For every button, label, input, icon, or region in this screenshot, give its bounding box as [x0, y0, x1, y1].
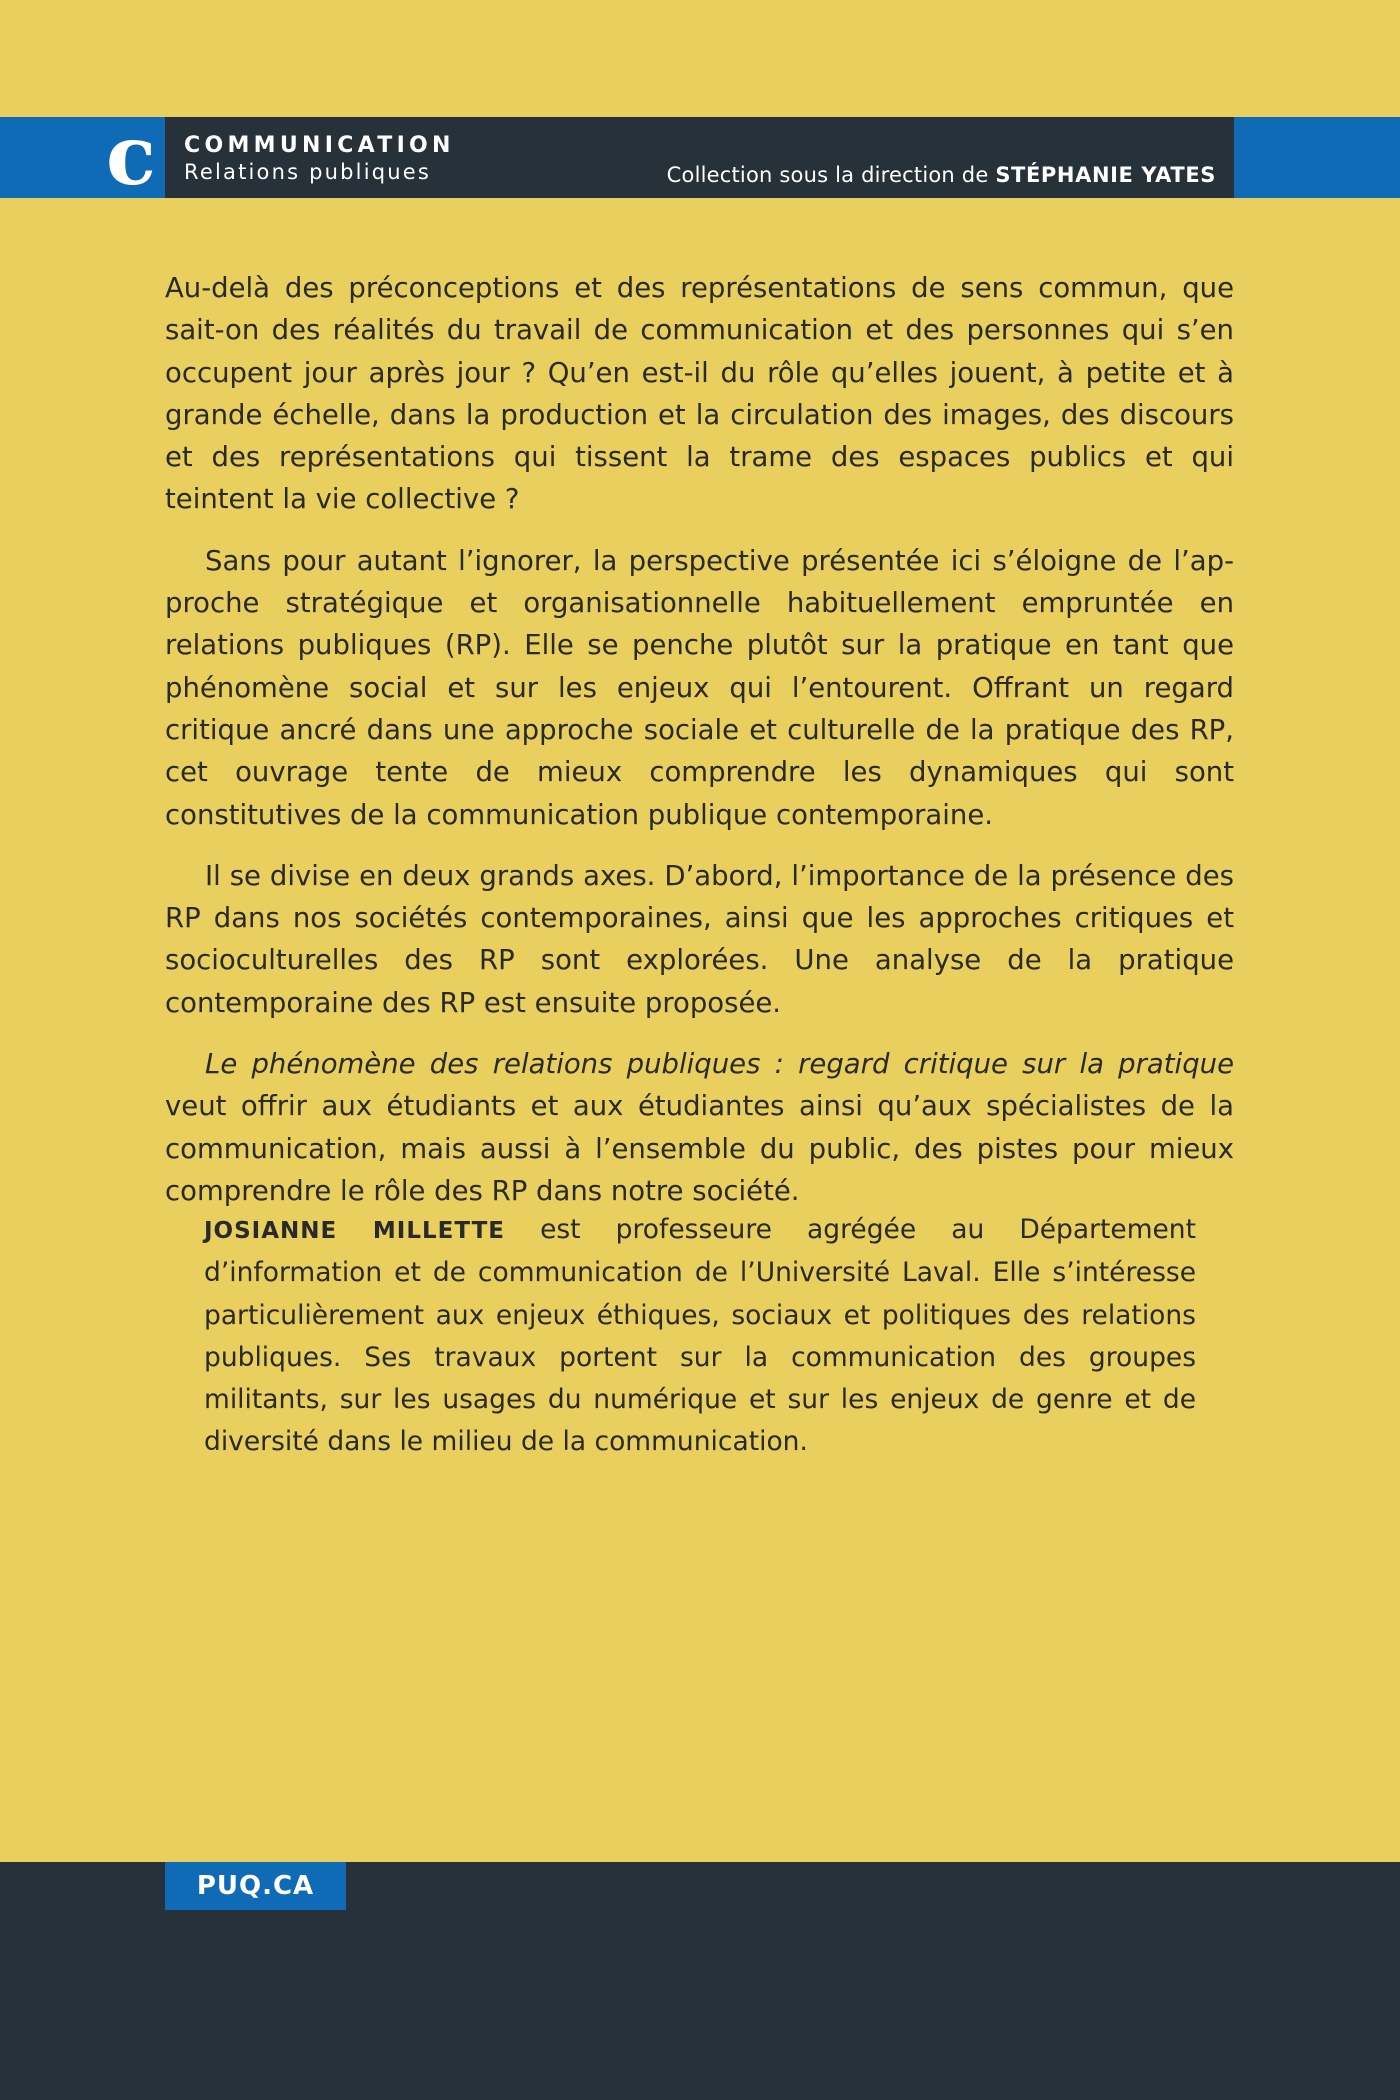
paragraph-2: Sans pour autant l’ignorer, la perspective présentée ici s’éloigne de l’approche stratégique et organisationnelle habituellement empruntée en relations publiques (RP). Elle se penche plutôt sur la pratique en tant que phénomène social et sur les enjeux qui l’entourent. Offrant un regard critique ancré dans une approche sociale et culturelle de la pratique des RP, cet ouvrage tente de mieux comprendre les dynamiques qui sont constitutives de la communication publique contemporaine.: [165, 544, 1234, 831]
collection-logo: c: [106, 108, 156, 204]
back-cover-description: [165, 267, 1234, 1231]
author-name: JOSIANNE MILLETTE: [204, 1218, 505, 1244]
paragraph-1: Au-delà des préconceptions et des représentations de sens commun, que sait-on des réalités du travail de communication et des personnes qui s’en occupent jour après jour ? Qu’en est-il du rôle qu’elles jouent, à petite et à grande échelle, dans la production et la circulation des images, des discours et des représentations qui tissent la trame des espaces publics et qui teintent la vie collective ?: [165, 272, 1234, 516]
series-title: COMMUNICATION: [184, 133, 455, 158]
author-bio-text: est professeure agrégée au Département d’information et de communication de l’Université Laval. Elle s’intéresse particulièrement aux enjeux éthiques, sociaux et politiques des relations publiques. Ses travaux portent sur la communication des groupes militants, sur les usages du numérique et sur les enjeux de genre et de diversité dans le milieu de la communication.: [204, 1214, 1196, 1458]
author-bio: [204, 1209, 1196, 1464]
series-banner: [165, 117, 1234, 198]
paragraph-4: [165, 1043, 1234, 1212]
footer: [0, 1862, 1400, 2100]
paragraph-3: Il se divise en deux grands axes. D’abord, l’importance de la présence des RP dans nos sociétés contemporaines, ainsi que les approches critiques et socioculturelles des RP sont explorées. Une analyse de la pratique contemporaine des RP est ensuite proposée.: [165, 859, 1234, 1019]
book-title: Le phénomène des relations publiques : regard critique sur la pratique: [205, 1048, 1234, 1081]
collection-credit: [667, 163, 1216, 187]
series-subtitle: Relations publiques: [184, 160, 432, 184]
publisher-link[interactable]: PUQ.CA: [165, 1862, 346, 1910]
collection-prefix: Collection sous la direction de: [666, 163, 996, 187]
collection-director: STÉPHANIE YATES: [995, 163, 1216, 187]
paragraph-4-text: veut offrir aux étudiants et aux étudiantes ainsi qu’aux spécialistes de la communication, mais aussi à l’ensemble du public, des pistes pour mieux comprendre le rôle des RP dans notre société.: [165, 1090, 1234, 1207]
